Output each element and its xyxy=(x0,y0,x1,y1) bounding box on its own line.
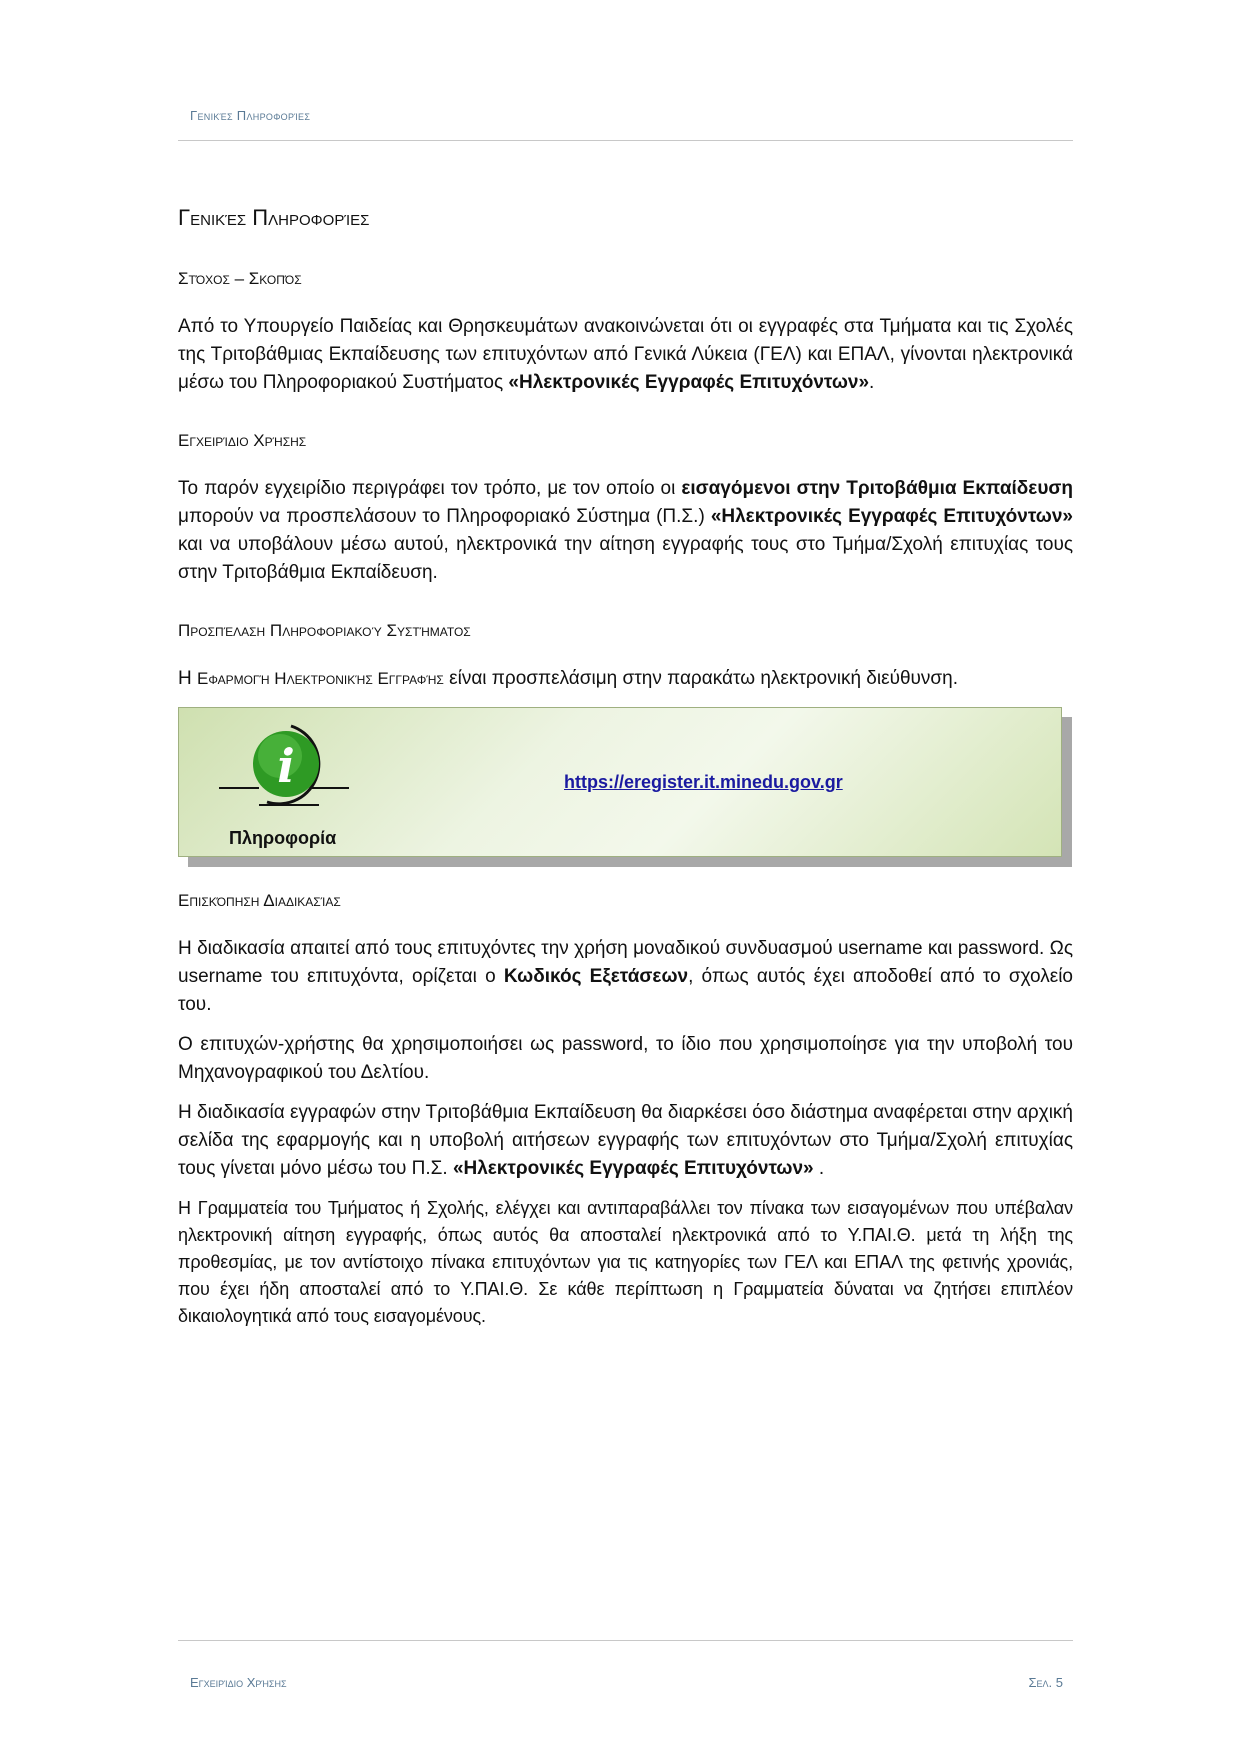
paragraph-manual xyxy=(178,475,1073,587)
info-label: Πληροφορία xyxy=(229,828,337,848)
paragraph-goal xyxy=(178,313,1073,397)
exam-code-term: Κωδικός Εξετάσεων xyxy=(503,966,689,987)
text-run: , όπως αυτός έχει αποδοθεί από το σχολείο του. xyxy=(178,966,1073,1015)
footer-doc-title: Εγχειρίδιο Χρήσης xyxy=(190,1675,287,1690)
section-heading-manual: Εγχειρίδιο Χρήσης xyxy=(178,431,307,450)
paragraph-credentials xyxy=(178,935,1073,1019)
paragraph-secretariat: Η Γραμματεία του Τμήματος ή Σχολής, ελέγχει και αντιπαραβάλλει τον πίνακα των εισαγομένων που υπέβαλαν ηλεκτρονική αίτηση εγγραφής, όπως αυτός θα αποσταλεί ηλεκτρονικά από το Υ.ΠΑΙ.Θ. μετά τη λήξη της προθεσμίας, με τον αντίστοιχο πίνακα επιτυχόντων για τις κατηγορίες των ΓΕΛ και ΕΠΑΛ της φετινής χρονιάς, που έχει ήδη αποσταλεί από το Υ.ΠΑΙ.Θ. Σε κάθε περίπτωση η Γραμματεία δύναται να ζητήσει επιπλέον δικαιολογητικά από τους εισαγομένους. xyxy=(178,1198,1073,1326)
section-heading-overview: Επισκόπηση Διαδικασίας xyxy=(178,891,341,910)
text-run: . xyxy=(869,372,875,393)
section-heading-access: Προσπέλαση Πληροφοριακού Συστήματος xyxy=(178,621,471,640)
text-run: Το παρόν εγχειρίδιο περιγράφει τον τρόπο, με τον οποίο οι xyxy=(178,478,682,499)
system-name: «Ηλεκτρονικές Εγγραφές Επιτυχόντων» xyxy=(508,372,870,393)
bold-run: εισαγόμενοι στην Τριτοβάθμια Εκπαίδευση xyxy=(681,478,1073,499)
info-box-panel xyxy=(178,707,1062,857)
text-run: . xyxy=(813,1158,825,1179)
text-run: μπορούν να προσπελάσουν το Πληροφοριακό Σύστημα (Π.Σ.) xyxy=(178,506,711,527)
text-run: είναι προσπελάσιμη στην παρακάτω ηλεκτρονική διεύθυνση. xyxy=(443,668,958,689)
running-header: Γενικές Πληροφορίες xyxy=(190,108,311,123)
header-rule xyxy=(178,140,1073,141)
footer-rule xyxy=(178,1640,1073,1641)
info-icon xyxy=(219,716,354,816)
eregister-link[interactable]: https://eregister.it.minedu.gov.gr xyxy=(564,772,843,792)
text-run: Η διαδικασία εγγραφών στην Τριτοβάθμια Εκπαίδευση θα διαρκέσει όσο διάστημα αναφέρεται στην αρχική σελίδα της εφαρμογής και η υποβολή αιτήσεων εγγραφής των επιτυχόντων στο Τμήμα/Σχολή επιτυχίας τους γίνεται μόνο μέσω του Π.Σ. xyxy=(178,1102,1073,1179)
page-title: Γενικές Πληροφορίες xyxy=(178,205,370,230)
application-name: Εφαρμογή Ηλεκτρονικής Εγγραφής xyxy=(197,669,444,688)
text-run: και να υποβάλουν μέσω αυτού, ηλεκτρονικά την αίτηση εγγραφής τους στο Τμήμα/Σχολή επιτυχίας τους στην Τριτοβάθμια Εκπαίδευση. xyxy=(178,534,1073,583)
info-icon-glyph: i xyxy=(277,739,295,793)
text-run: Από το Υπουργείο Παιδείας και Θρησκευμάτων ανακοινώνεται ότι οι εγγραφές στα Τμήματα και τις Σχολές της Τριτοβάθμιας Εκπαίδευσης των επιτυχόντων από Γενικά Λύκεια (ΓΕΛ) και ΕΠΑΛ, γίνονται ηλεκτρονικά μέσω του Πληροφοριακού Συστήματος xyxy=(178,316,1073,393)
paragraph-access xyxy=(178,665,1073,693)
text-run: Η διαδικασία απαιτεί από τους επιτυχόντες την χρήση μοναδικού συνδυασμού username και password. Ως username του επιτυχόντα, ορίζεται ο xyxy=(178,938,1073,987)
paragraph-password: Ο επιτυχών-χρήστης θα χρησιμοποιήσει ως password, το ίδιο που χρησιμοποίησε για την υποβολή του Μηχανογραφικού του Δελτίου. xyxy=(178,1034,1073,1083)
page-body xyxy=(178,205,1073,1330)
system-name: «Ηλεκτρονικές Εγγραφές Επιτυχόντων» xyxy=(710,506,1073,527)
paragraph-duration xyxy=(178,1099,1073,1183)
section-heading-goal: Στόχος – Σκοπός xyxy=(178,269,302,288)
page-number: Σελ. 5 xyxy=(1028,1675,1063,1690)
info-box xyxy=(178,707,1063,857)
text-run: Η xyxy=(178,668,197,689)
system-name: «Ηλεκτρονικές Εγγραφές Επιτυχόντων» xyxy=(452,1158,814,1179)
